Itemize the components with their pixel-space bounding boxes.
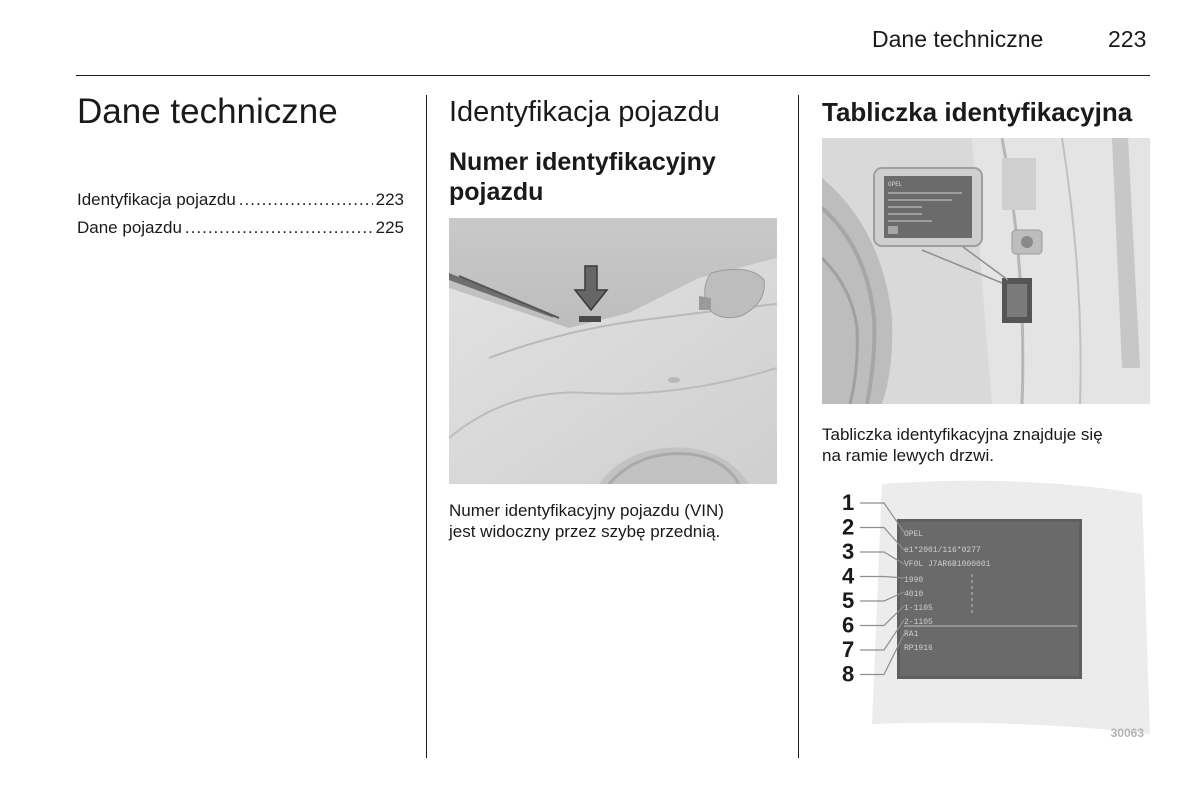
callout-number-6: 6 [842, 612, 855, 638]
vin-caption-line1: Numer identyfikacyjny pojazdu (VIN) [449, 501, 724, 520]
subsection-title-line1: Numer identyfikacyjny [449, 148, 716, 176]
toc-item-label: Identyfikacja pojazdu [77, 190, 236, 209]
plate-line-4: 1990 [904, 576, 924, 585]
plate-caption-line2: na ramie lewych drzwi. [822, 446, 994, 465]
vin-caption-line2: jest widoczny przez szybę przednią. [449, 522, 721, 541]
callout-number-3: 3 [842, 539, 855, 564]
plate-line-8: RA1 [904, 630, 919, 639]
vin-location-figure [449, 218, 777, 484]
callout-number-1: 1 [842, 490, 855, 515]
column-divider-left [426, 95, 427, 758]
plate-line-3: VF0L J7AR6B1000001 [904, 560, 991, 569]
section-title-tabliczka: Tabliczka identyfikacyjna [822, 97, 1133, 127]
figure-code: 30063 [1110, 726, 1144, 740]
page-number: 223 [1108, 26, 1147, 52]
header-rule [76, 75, 1150, 76]
subsection-title-line2: pojazdu [449, 178, 544, 206]
toc-item-identyfikacja[interactable] [77, 190, 404, 218]
door-frame-figure [822, 138, 1150, 404]
plate-line-2: e1*2001/116*0277 [904, 546, 981, 555]
running-header-title: Dane techniczne [872, 26, 1044, 52]
callout-number-8: 8 [842, 661, 855, 687]
plate-line-5: 4010 [904, 590, 924, 599]
callout-number-4: 4 [842, 563, 855, 589]
plate-line-9: RP1916 [904, 644, 933, 653]
plate-line-1: OPEL [904, 530, 924, 539]
toc-leader-dots [185, 218, 373, 238]
toc-item-dane-pojazdu[interactable] [77, 218, 404, 246]
callout-number-2: 2 [842, 514, 855, 540]
toc-leader-dots [239, 190, 373, 210]
plate-line-7: 2-1105 [904, 618, 933, 627]
callout-number-5: 5 [842, 588, 855, 613]
callout-number-7: 7 [842, 637, 855, 662]
plate-caption-line1: Tabliczka identyfikacyjna znajduje się [822, 425, 1103, 444]
column-divider-right [798, 95, 799, 758]
plate-line-6: 1-1105 [904, 604, 933, 613]
vin-caption [449, 500, 724, 542]
toc-item-page: 223 [375, 190, 404, 209]
toc-item-label: Dane pojazdu [77, 218, 182, 237]
plate-detail-figure [822, 474, 1150, 744]
callout-plate-text: OPEL [888, 181, 903, 188]
subsection-title-vin [449, 147, 716, 207]
toc-item-page: 225 [375, 218, 404, 237]
table-of-contents [77, 190, 404, 246]
chapter-title: Dane techniczne [77, 92, 338, 131]
section-title-identyfikacja: Identyfikacja pojazdu [449, 96, 720, 128]
plate-caption [822, 424, 1103, 466]
